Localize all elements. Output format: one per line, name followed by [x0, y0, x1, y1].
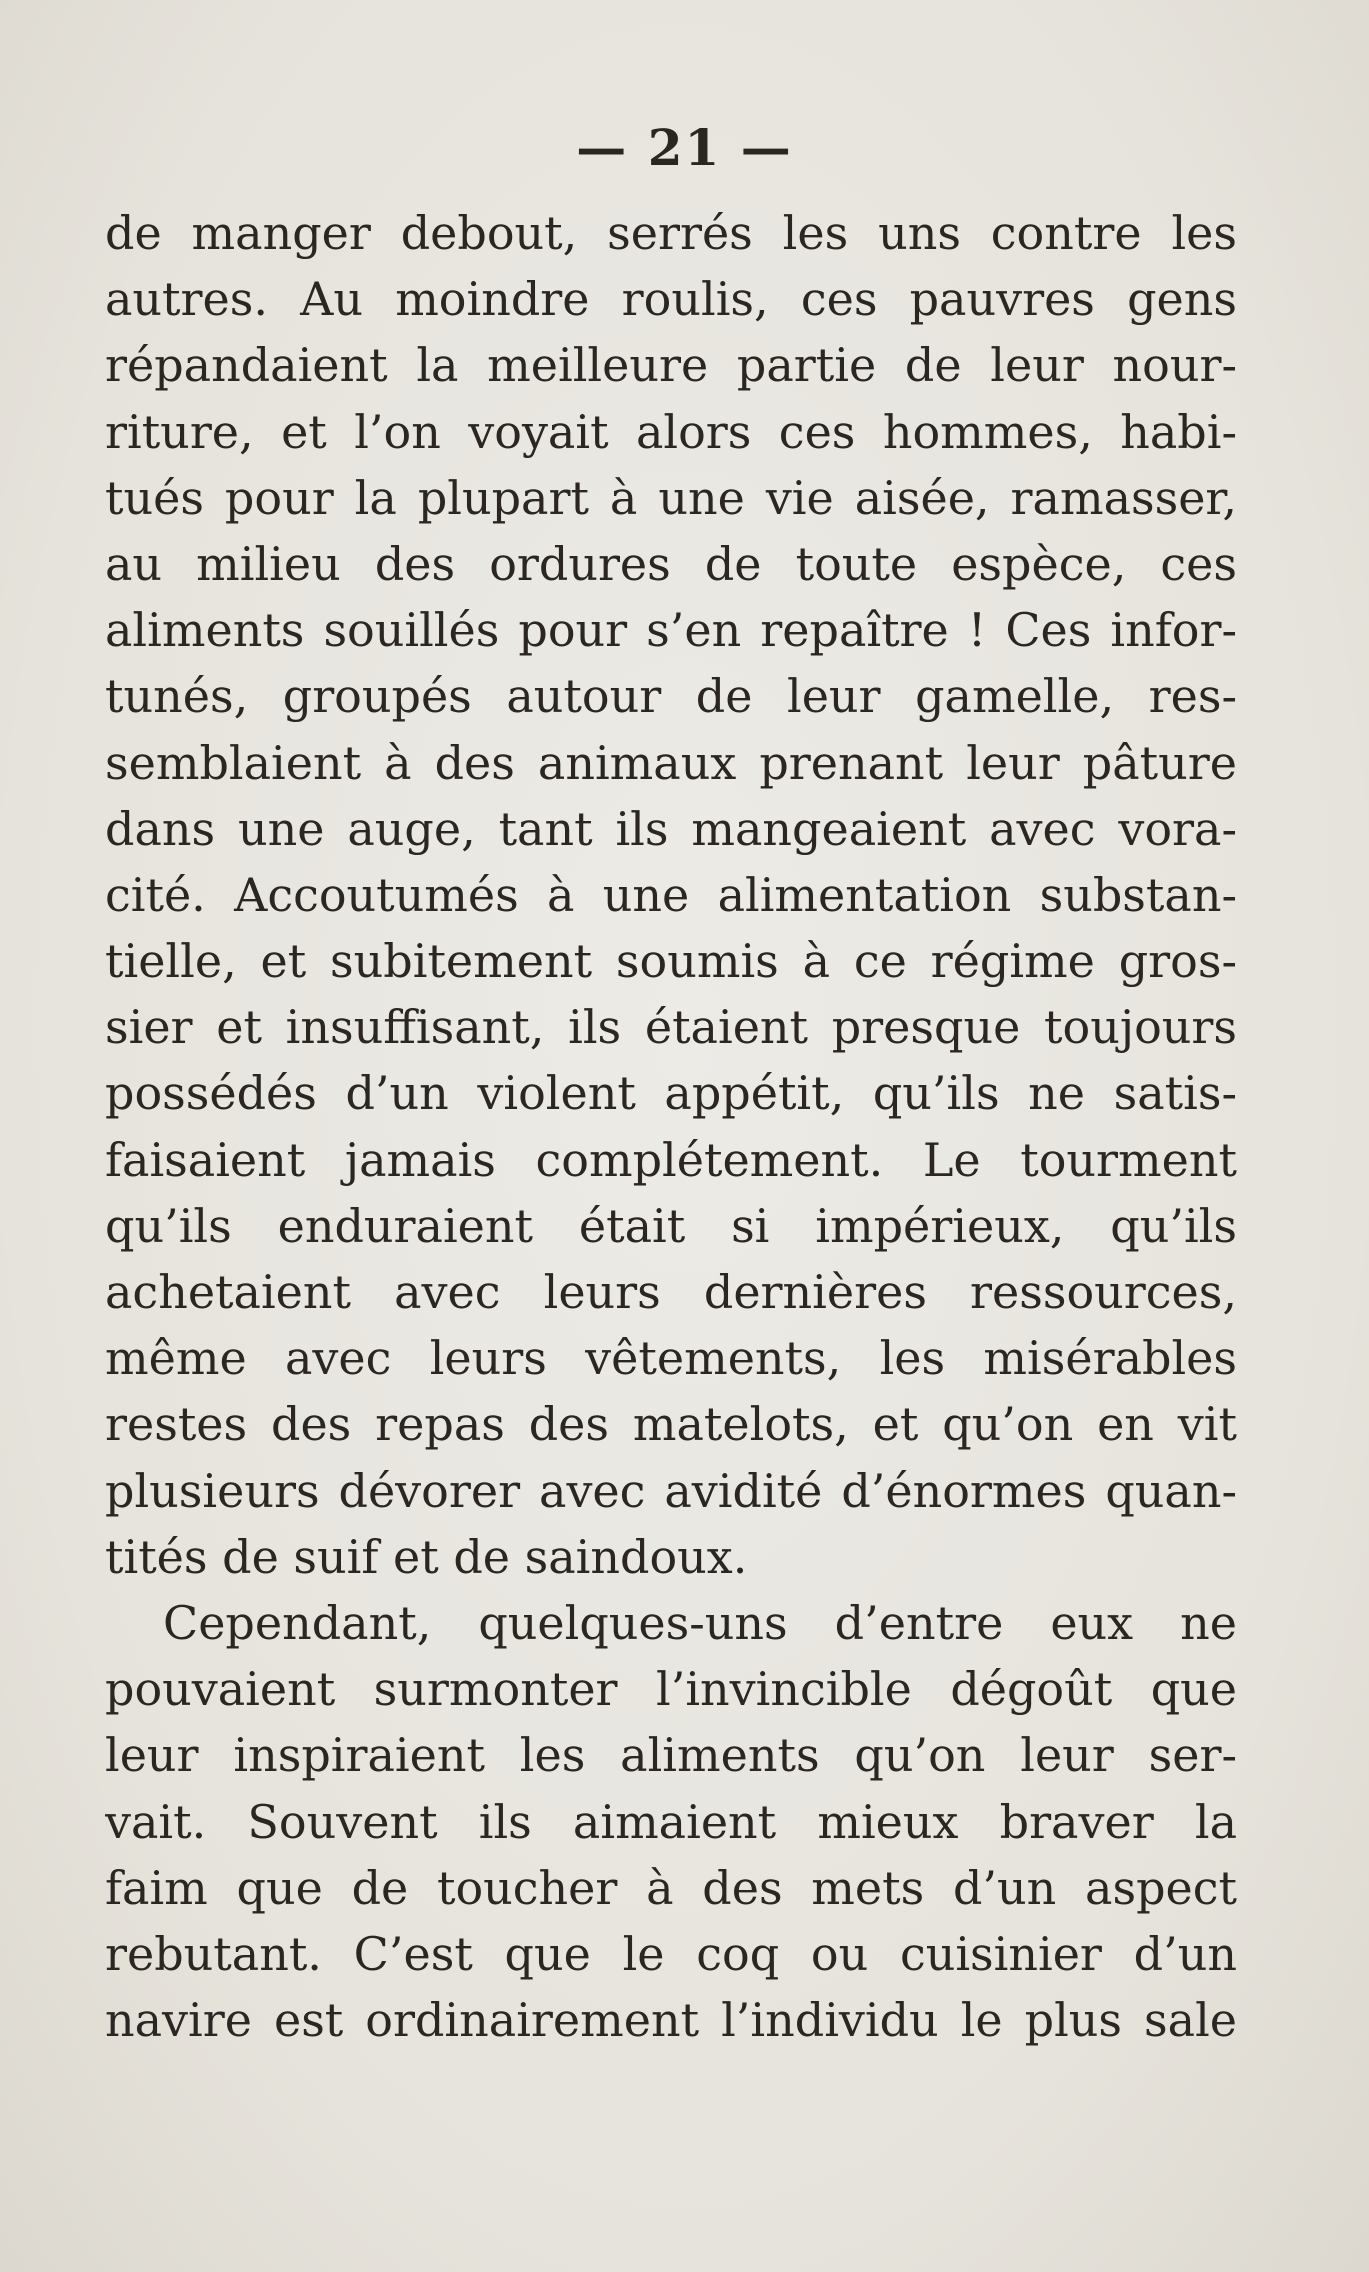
text-line: pouvaient surmonter l’invincible dégoût que: [105, 1662, 1237, 1717]
text-line: au milieu des ordures de toute espèce, ces: [105, 536, 1237, 591]
paragraph-2: [105, 1590, 1237, 2053]
body-text: [105, 200, 1237, 2053]
text-line: restes des repas des matelots, et qu’on en vit: [105, 1397, 1237, 1452]
text-line: vait. Souvent ils aimaient mieux braver la: [105, 1794, 1237, 1849]
text-line: riture, et l’on voyait alors ces hommes, habi-: [105, 404, 1237, 459]
paragraph-1: [105, 200, 1237, 1590]
text-line: achetaient avec leurs dernières ressources,: [105, 1265, 1237, 1319]
text-line: tielle, et subitement soumis à ce régime gros-: [105, 934, 1237, 989]
text-line: Cependant, quelques-uns d’entre eux ne: [163, 1595, 1237, 1650]
text-line: plusieurs dévorer avec avidité d’énormes quan-: [105, 1463, 1237, 1518]
text-line: qu’ils enduraient était si impérieux, qu’ils: [105, 1198, 1237, 1253]
text-line: possédés d’un violent appétit, qu’ils ne satis-: [105, 1066, 1237, 1121]
text-line: navire est ordinairement l’individu le plus sale: [105, 1993, 1237, 2048]
text-line: répandaient la meilleure partie de leur nour-: [105, 338, 1237, 393]
text-line: autres. Au moindre roulis, ces pauvres gens: [105, 272, 1237, 327]
text-line: tités de suif et de saindoux.: [105, 1529, 748, 1584]
text-line: tunés, groupés autour de leur gamelle, res-: [105, 669, 1237, 724]
text-line: aliments souillés pour s’en repaître ! Ces infor-: [105, 603, 1237, 658]
text-line: cité. Accoutumés à une alimentation substan-: [105, 867, 1237, 922]
text-line: même avec leurs vêtements, les misérables: [105, 1331, 1237, 1386]
text-line: de manger debout, serrés les uns contre les: [105, 206, 1237, 260]
text-line: dans une auge, tant ils mangeaient avec vora-: [105, 801, 1237, 856]
text-line: tués pour la plupart à une vie aisée, ramasser,: [105, 470, 1237, 525]
text-line: sier et insuffisant, ils étaient presque toujours: [105, 1000, 1237, 1055]
page-number: — 21 —: [576, 118, 793, 177]
text-line: faim que de toucher à des mets d’un aspect: [105, 1860, 1237, 1915]
text-line: rebutant. C’est que le coq ou cuisinier d’un: [105, 1926, 1237, 1981]
text-line: faisaient jamais complétement. Le tourment: [105, 1132, 1237, 1187]
text-line: leur inspiraient les aliments qu’on leur ser-: [105, 1728, 1237, 1783]
text-line: semblaient à des animaux prenant leur pâture: [105, 735, 1237, 790]
